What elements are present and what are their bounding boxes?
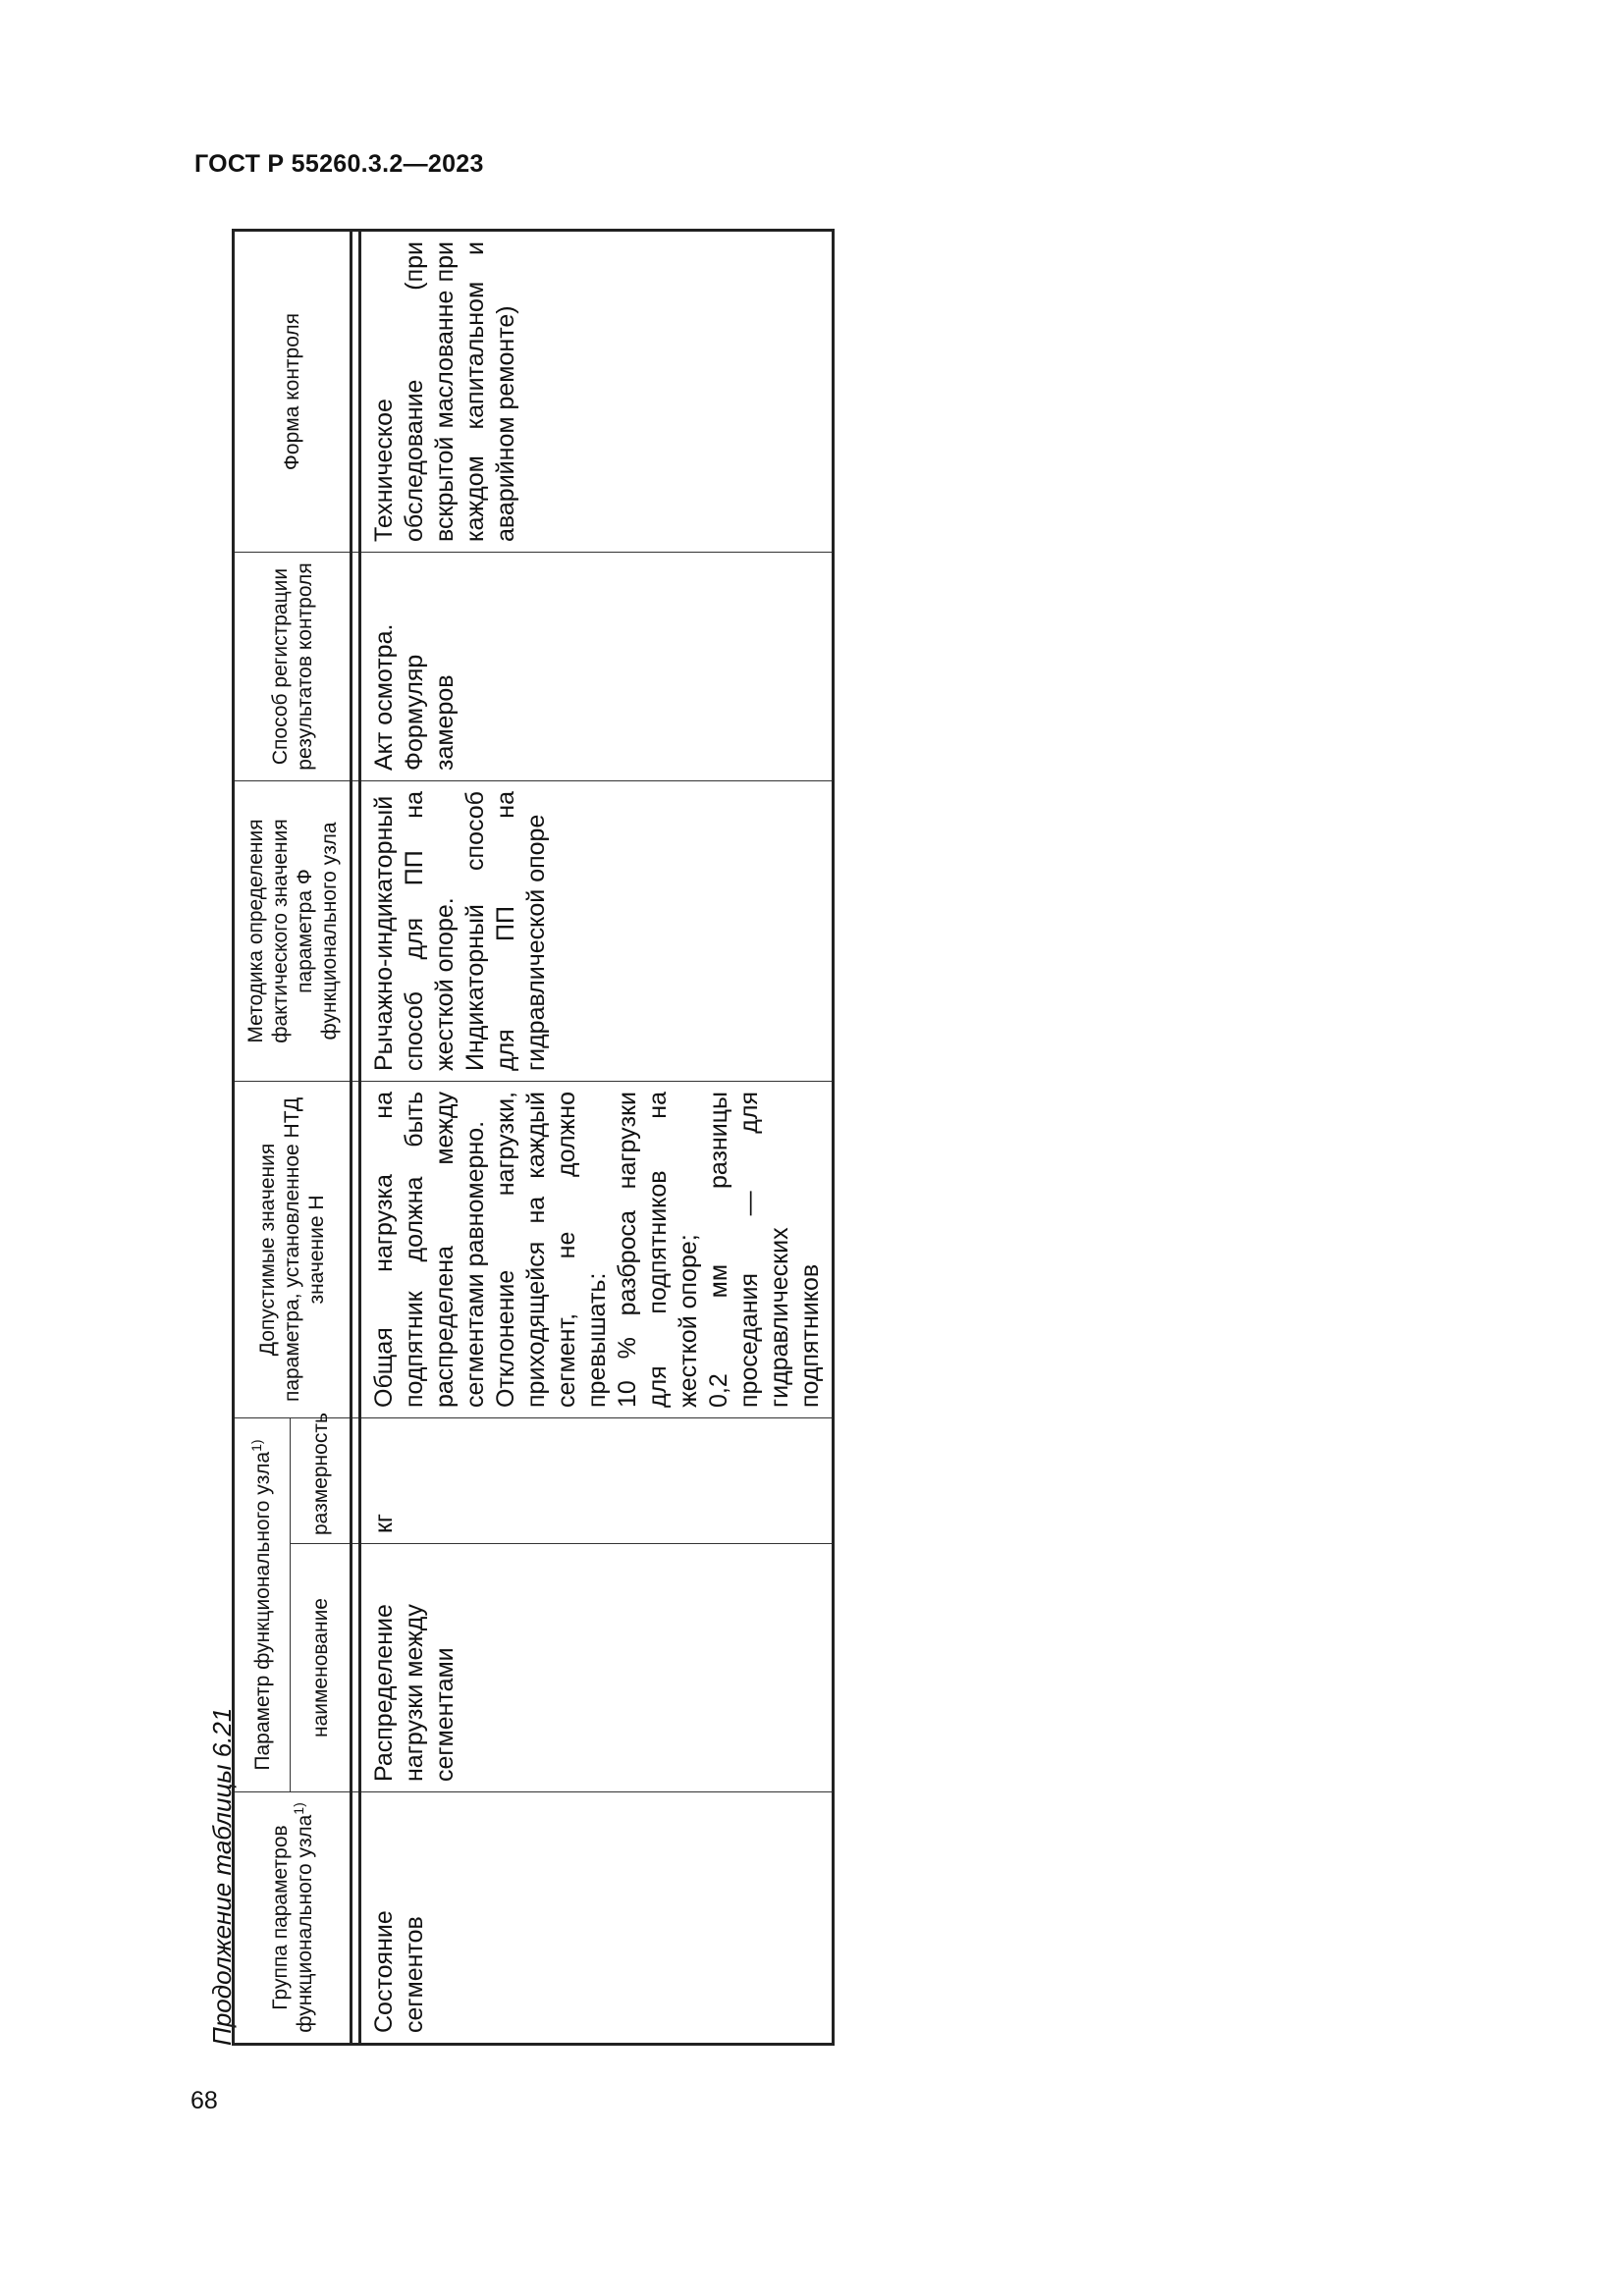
allowed-line: Общая нагрузка на подпятник должна быть распределена между сегментами равномерно.	[370, 1092, 489, 1408]
cell-registration	[360, 553, 834, 781]
header-registration: Способ регистрации результатов контроля	[234, 553, 352, 781]
registration-line: Акт осмотра.	[370, 623, 398, 771]
cell-allowed	[360, 1082, 834, 1418]
cell-dimension: кг	[360, 1418, 834, 1544]
page-number: 68	[190, 2087, 218, 2114]
header-form: Форма контроля	[234, 231, 352, 553]
cell-group: Состояние сегментов	[360, 1792, 834, 2045]
document-header: ГОСТ Р 55260.3.2—2023	[194, 150, 484, 178]
allowed-line: 10 % разброса нагрузки для подпятников на жесткой опоре;	[614, 1092, 702, 1408]
header-allowed: Допустимые значения параметра, установленное НТД значение Н	[234, 1082, 352, 1418]
rotated-table-frame	[232, 232, 824, 2046]
header-method: Методика определения фактического значения параметра Ф функционального узла	[234, 781, 352, 1082]
registration-line: Формуляр замеров	[401, 654, 459, 771]
table-caption: Продолжение таблицы 6.21	[207, 1707, 237, 2046]
allowed-line: Отклонение нагрузки, приходящейся на каждый сегмент, не должно превышать:	[492, 1092, 611, 1408]
cell-name: Распределение нагрузки между сегментами	[360, 1544, 834, 1792]
cell-form: Техническое обследование (при вскрытой маслованне при каждом капитальном и аварийном ремонте)	[360, 231, 834, 553]
method-line: Индикаторный способ для ПП на гидравлической опоре	[461, 791, 550, 1071]
header-dimension: размерность	[291, 1418, 352, 1544]
header-separator	[352, 231, 360, 2045]
allowed-line: 0,2 мм разницы проседания — для гидравлических подпятников	[705, 1092, 824, 1408]
params-table	[232, 229, 835, 2046]
header-param: Параметр функционального узла$^{1)}$	[234, 1418, 291, 1792]
method-line: Рычажно-индикаторный способ для ПП на жесткой опоре.	[370, 791, 459, 1071]
header-name: наименование	[291, 1544, 352, 1792]
table-row	[360, 231, 834, 2045]
header-group: Группа параметров функционального узла$^{1)}$	[234, 1792, 352, 2045]
cell-method	[360, 781, 834, 1082]
